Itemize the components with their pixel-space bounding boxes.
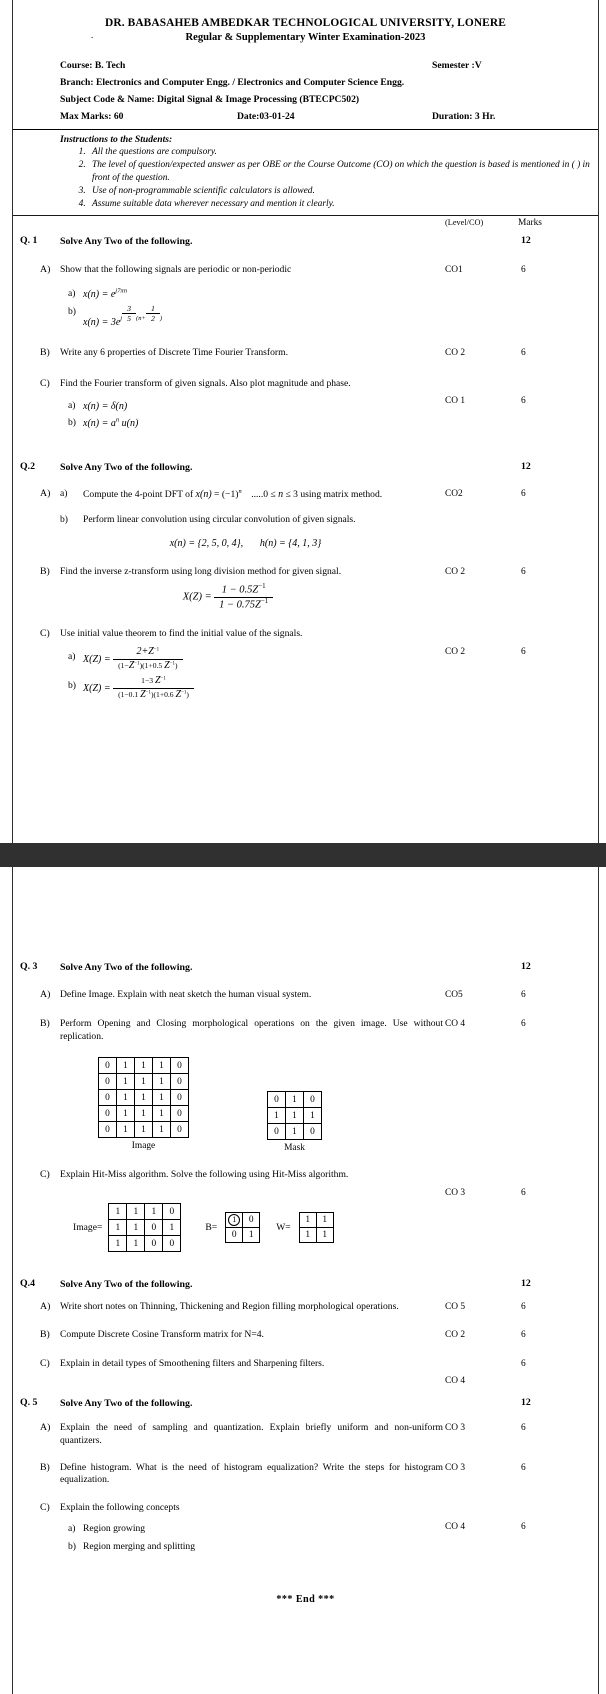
end-of-paper-marker: *** End *** [276, 1594, 335, 1606]
matrix-cell: 0 [99, 1058, 117, 1074]
part-text: Perform Opening and Closing morphological operations on the given image. Use without replication. [60, 1018, 443, 1042]
part-text: Write any 6 properties of Discrete Time Fourier Transform. [60, 346, 288, 358]
part-marks: 6 [521, 1522, 526, 1532]
part-label: B) [40, 346, 50, 358]
matrix-row [299, 1213, 333, 1228]
matrix-cell: 1 [316, 1213, 333, 1228]
question-3-number: Q. 3 [20, 961, 38, 972]
part-label: C) [40, 627, 50, 639]
part-label: A) [40, 264, 51, 276]
question-1-part-c [13, 378, 598, 433]
structuring-element-w-matrix [299, 1212, 334, 1243]
q3c-image-label: Image= [73, 1221, 103, 1233]
matrix-cell: 0 [171, 1090, 189, 1106]
part-marks: 6 [521, 265, 526, 276]
meta-row-course [60, 57, 598, 74]
sub-item-formula: $x(n) = 3e^{j \frac{3}{5} (n+ \frac{1}{2} )}$ [83, 303, 163, 328]
part-marks: 6 [521, 1462, 526, 1473]
q3b-image-matrix-block [98, 1057, 189, 1152]
question-5-number: Q. 5 [20, 1397, 38, 1409]
matrix-cell: 1 [243, 1228, 260, 1243]
matrix-row [99, 1058, 189, 1074]
part-text: Explain Hit-Miss algorithm. Solve the following using Hit-Miss algorithm. [60, 1168, 349, 1180]
matrix-cell: 1 [135, 1058, 153, 1074]
marks-column-header [13, 218, 598, 231]
q2a-signals-formula: x(n) = {2, 5, 0, 4}, h(n) = {4, 1, 3} [169, 538, 322, 550]
part-marks: 6 [521, 347, 526, 358]
part-co: CO 3 [445, 1423, 466, 1434]
matrix-cell: 1 [268, 1108, 286, 1124]
header-divider-rule [13, 129, 598, 130]
sub-item-label: b) [68, 1540, 76, 1552]
part-text: Show that the following signals are periodic or non-periodic [60, 264, 292, 276]
matrix-cell: 0 [99, 1074, 117, 1090]
matrix-cell: 1 [286, 1124, 304, 1140]
marks-column-label: Marks [518, 218, 542, 229]
part-co: CO 5 [445, 1302, 466, 1313]
question-1-part-a [13, 264, 598, 331]
matrix-cell: 1 [163, 1220, 181, 1236]
matrix-cell: 1 [117, 1122, 135, 1138]
question-5-part-c [13, 1502, 598, 1556]
sub-item-label: b) [68, 416, 76, 428]
instruction-item: 2. The level of question/expected answer as per OBE or the Course Outcome (CO) on which the question is based is mentioned in ( ) in front of the question. [88, 159, 598, 185]
question-5-total-marks: 12 [521, 1397, 531, 1409]
image-matrix [98, 1057, 189, 1138]
q3c-matrices-group [73, 1203, 598, 1252]
part-marks: 6 [521, 488, 526, 499]
part-text: Find the inverse z-transform using long division method for given signal. [60, 565, 342, 577]
instruction-item: 1. All the questions are compulsory. [88, 146, 598, 159]
instructions-list [74, 146, 598, 211]
part-co: CO 3 [445, 1187, 466, 1198]
header-block [13, 0, 598, 125]
sub-item [68, 646, 598, 672]
semester-label: Semester :V [432, 60, 482, 72]
part-co: CO 4 [445, 1376, 466, 1387]
mask-matrix [267, 1091, 322, 1140]
question-3-total-marks: 12 [521, 961, 531, 972]
matrix-row [109, 1236, 181, 1252]
matrix-row [226, 1228, 260, 1243]
question-2-part-a [13, 488, 598, 551]
part-text: Define Image. Explain with neat sketch the human visual system. [60, 989, 312, 1000]
matrix-cell: 0 [268, 1124, 286, 1140]
matrix-row [268, 1092, 322, 1108]
question-1-number: Q. 1 [20, 235, 38, 247]
sub-item [68, 398, 598, 415]
matrix-cell: 0 [145, 1220, 163, 1236]
part-marks: 6 [521, 990, 526, 1000]
exam-session-title: Regular & Supplementary Winter Examination-2023 [185, 32, 426, 44]
matrix-row [99, 1122, 189, 1138]
question-2-part-c [13, 628, 598, 702]
question-4-number: Q.4 [20, 1278, 35, 1290]
part-co: CO 4 [445, 1019, 466, 1029]
part-marks: 6 [521, 1330, 526, 1341]
exam-sheet [13, 0, 598, 701]
level-co-column-label: (Level/CO) [445, 218, 484, 228]
q3b-matrices-group [98, 1057, 598, 1154]
duration-label: Duration: 3 Hr. [432, 111, 496, 123]
question-2-number: Q.2 [20, 460, 35, 472]
sub-item [68, 675, 598, 701]
matrix-cell: 1 [153, 1074, 171, 1090]
matrix-cell: 1 [127, 1204, 145, 1220]
matrix-row [268, 1108, 322, 1124]
matrix-cell: 1 [135, 1074, 153, 1090]
question-4-part-a [13, 1301, 598, 1315]
matrix-cell: 0 [226, 1228, 243, 1243]
sub-item-label: b) [68, 305, 76, 317]
part-co: CO5 [445, 990, 463, 1000]
matrix-cell: 1 [135, 1122, 153, 1138]
matrix-cell: 1 [153, 1106, 171, 1122]
part-text: Define histogram. What is the need of histogram equalization? Write the steps for histogram equalization. [60, 1461, 443, 1486]
matrix-row [99, 1074, 189, 1090]
sub-item-text: Perform linear convolution using circular convolution of given signals. [83, 514, 356, 526]
sub-item [68, 1538, 598, 1556]
part-label: B) [40, 1461, 50, 1473]
part-co: CO 1 [445, 395, 466, 406]
subject-label: Subject Code & Name: Digital Signal & Image Processing (BTECPC502) [60, 94, 360, 106]
part-label: A) [40, 989, 51, 1000]
part-co: CO 2 [445, 566, 466, 577]
matrix-cell: 1 [145, 1204, 163, 1220]
matrix-cell: 1 [109, 1220, 127, 1236]
question-2-heading [13, 461, 598, 475]
part-co: CO 3 [445, 1462, 466, 1473]
sub-item-label: a) [68, 287, 76, 299]
circled-value: 1 [228, 1214, 240, 1226]
sub-item-formula: $x(n) = a^n$ u(n) [83, 416, 139, 430]
part-label: C) [40, 1502, 50, 1513]
question-1-total-marks: 12 [521, 235, 531, 247]
question-4-heading [13, 1278, 598, 1292]
sub-item-label: a) [60, 487, 68, 499]
part-label: A) [40, 1422, 51, 1434]
question-1-heading [13, 235, 598, 249]
matrix-cell: 1 [117, 1074, 135, 1090]
part-marks: 6 [521, 1423, 526, 1434]
part-text: Find the Fourier transform of given signals. Also plot magnitude and phase. [60, 377, 351, 389]
matrix-row [99, 1090, 189, 1106]
matrix-cell: 0 [304, 1124, 322, 1140]
instructions-divider-rule [13, 215, 598, 216]
exam-sheet-page-2 [13, 867, 598, 1605]
sub-item-formula: $x(n) = e^{j7\pi n}$ [83, 287, 128, 301]
matrix-row [268, 1124, 322, 1140]
question-1-title: Solve Any Two of the following. [60, 236, 193, 248]
stray-dot-mark: . [91, 30, 94, 40]
image-matrix-caption: Image [131, 1141, 156, 1152]
part-co: CO1 [445, 265, 463, 276]
q3b-mask-matrix-block [267, 1091, 322, 1154]
part-label: B) [40, 565, 50, 577]
part-marks: 6 [521, 566, 526, 577]
matrix-cell: 0 [171, 1106, 189, 1122]
structuring-element-b-matrix [225, 1212, 260, 1243]
q2b-xz-formula: X(Z) = $\frac{1 - 0.5Z^{-1}}{1 - 0.75Z^{-1}}$ [13, 583, 443, 611]
matrix-cell: 1 [316, 1228, 333, 1243]
question-2-part-b [13, 566, 598, 612]
matrix-cell: 1 [153, 1122, 171, 1138]
sub-item [68, 415, 598, 433]
matrix-cell: 0 [268, 1092, 286, 1108]
question-4-part-b [13, 1329, 598, 1343]
part-label: C) [40, 1358, 50, 1370]
part-co: CO 2 [445, 1330, 466, 1341]
sub-item [68, 303, 598, 331]
matrix-cell: 0 [243, 1213, 260, 1228]
sub-item-formula: x(n) = δ(n) [83, 400, 128, 412]
question-2-title: Solve Any Two of the following. [60, 461, 193, 473]
matrix-row [226, 1213, 260, 1228]
matrix-cell: 1 [135, 1090, 153, 1106]
question-3-title: Solve Any Two of the following. [60, 962, 193, 973]
part-text: Explain in detail types of Smoothening filters and Sharpening filters. [60, 1358, 325, 1370]
university-title: DR. BABASAHEB AMBEDKAR TECHNOLOGICAL UNIVERSITY, LONERE [105, 17, 506, 29]
matrix-cell: 1 [304, 1108, 322, 1124]
matrix-cell: 1 [117, 1106, 135, 1122]
matrix-cell: 1 [299, 1228, 316, 1243]
matrix-cell: 1 [286, 1108, 304, 1124]
part-label: B) [40, 1329, 50, 1341]
matrix-row [299, 1228, 333, 1243]
question-5-part-b [13, 1462, 598, 1487]
matrix-cell: 1 [117, 1058, 135, 1074]
question-3-heading [13, 961, 598, 975]
course-label: Course: B. Tech [60, 60, 126, 72]
part-marks: 6 [521, 1019, 526, 1029]
matrix-cell: 1 [127, 1236, 145, 1252]
matrix-cell: 1 [286, 1092, 304, 1108]
date-label: Date:03-01-24 [237, 111, 295, 123]
part-label: A) [40, 487, 51, 499]
exam-meta-block [60, 57, 598, 125]
question-3-part-c [13, 1169, 598, 1253]
part-co: CO 2 [445, 646, 466, 657]
matrix-cell: 1 [109, 1236, 127, 1252]
matrix-cell: 0 [99, 1106, 117, 1122]
question-3-part-b [13, 1018, 598, 1155]
sub-item-text: Region merging and splitting [83, 1540, 196, 1552]
question-5-title: Solve Any Two of the following. [60, 1398, 193, 1410]
question-5-part-a [13, 1422, 598, 1447]
sub-item-label: a) [68, 399, 76, 411]
part-co: CO2 [445, 488, 463, 499]
matrix-cell: 0 [163, 1204, 181, 1220]
sub-item-formula: X(Z) = $\frac{2+Z^{-1}}{(1-Z^{-1})(1+0.5 Z^{-1})}$ [83, 654, 183, 665]
q3c-w-label: W= [276, 1221, 291, 1233]
instructions-title: Instructions to the Students: [60, 134, 173, 146]
matrix-cell: 1 [153, 1090, 171, 1106]
matrix-cell: 0 [145, 1236, 163, 1252]
question-5-heading [13, 1397, 598, 1411]
sub-item-formula: X(Z) = $\frac{1-3 Z^{-1}}{(1-0.1 Z^{-1})(1+0.6 Z^{-1})}$ [83, 683, 194, 694]
part-label: B) [40, 1018, 50, 1029]
meta-row-subject [60, 91, 598, 108]
matrix-cell: 0 [171, 1058, 189, 1074]
question-4-title: Solve Any Two of the following. [60, 1279, 193, 1291]
part-marks: 6 [521, 1187, 526, 1198]
instruction-item: 3. Use of non-programmable scientific calculators is allowed. [88, 185, 598, 198]
part-co: CO 2 [445, 347, 466, 358]
mask-matrix-caption: Mask [284, 1143, 305, 1154]
sub-item-label: b) [60, 514, 68, 526]
part-label: A) [40, 1301, 51, 1313]
instruction-item: 4. Assume suitable data wherever necessary and mention it clearly. [88, 198, 598, 211]
part-marks: 6 [521, 1302, 526, 1313]
matrix-cell: 1 [299, 1213, 316, 1228]
part-marks: 6 [521, 1359, 526, 1370]
matrix-cell: 0 [99, 1122, 117, 1138]
branch-label: Branch: Electronics and Computer Engg. / Electronics and Computer Science Engg. [60, 77, 405, 89]
sub-item-label: a) [68, 651, 76, 663]
matrix-cell: 0 [171, 1122, 189, 1138]
question-2-total-marks: 12 [521, 460, 531, 472]
page-separator-band [0, 843, 606, 867]
matrix-row [109, 1220, 181, 1236]
matrix-cell: 1 [127, 1220, 145, 1236]
matrix-row [99, 1106, 189, 1122]
q3c-b-label: B= [205, 1221, 218, 1233]
matrix-cell: 0 [163, 1236, 181, 1252]
question-3-part-a [13, 989, 598, 1003]
matrix-row [109, 1204, 181, 1220]
meta-row-branch [60, 74, 598, 91]
matrix-cell: 0 [304, 1092, 322, 1108]
sub-item-text: Region growing [83, 1522, 146, 1534]
part-label: C) [40, 377, 50, 389]
matrix-cell: 1 [135, 1106, 153, 1122]
matrix-cell: 1 [109, 1204, 127, 1220]
part-marks: 6 [521, 395, 526, 406]
matrix-cell-circled [226, 1213, 243, 1228]
max-marks-label: Max Marks: 60 [60, 111, 124, 123]
meta-row-marks-date-duration [60, 108, 598, 125]
matrix-cell: 1 [117, 1090, 135, 1106]
sub-item [68, 1520, 598, 1538]
question-4-total-marks: 12 [521, 1278, 531, 1290]
part-co: CO 4 [445, 1522, 466, 1532]
question-4-part-c [13, 1358, 598, 1387]
sub-item [68, 286, 598, 304]
part-text: Use initial value theorem to find the initial value of the signals. [60, 627, 303, 639]
question-1-part-b [13, 347, 598, 361]
part-marks: 6 [521, 646, 526, 657]
sub-item-label: b) [68, 680, 76, 692]
part-label: C) [40, 1168, 50, 1180]
part-text: Explain the need of sampling and quantization. Explain briefly uniform and non-uniform quantizers. [60, 1422, 443, 1447]
part-text: Compute Discrete Cosine Transform matrix for N=4. [60, 1329, 264, 1341]
matrix-cell: 1 [153, 1058, 171, 1074]
matrix-cell: 0 [171, 1074, 189, 1090]
part-text: Write short notes on Thinning, Thickening and Region filling morphological operations. [60, 1301, 399, 1313]
hitmiss-image-matrix [108, 1203, 181, 1252]
part-text: Explain the following concepts [60, 1502, 180, 1513]
sub-item-text: Compute the 4-point DFT of $x(n) = (-1)^n$ .....0 ≤ n ≤ 3 using matrix method. [83, 487, 383, 500]
instructions-block [60, 134, 598, 211]
sub-item-label: a) [68, 1522, 76, 1534]
matrix-cell: 0 [99, 1090, 117, 1106]
